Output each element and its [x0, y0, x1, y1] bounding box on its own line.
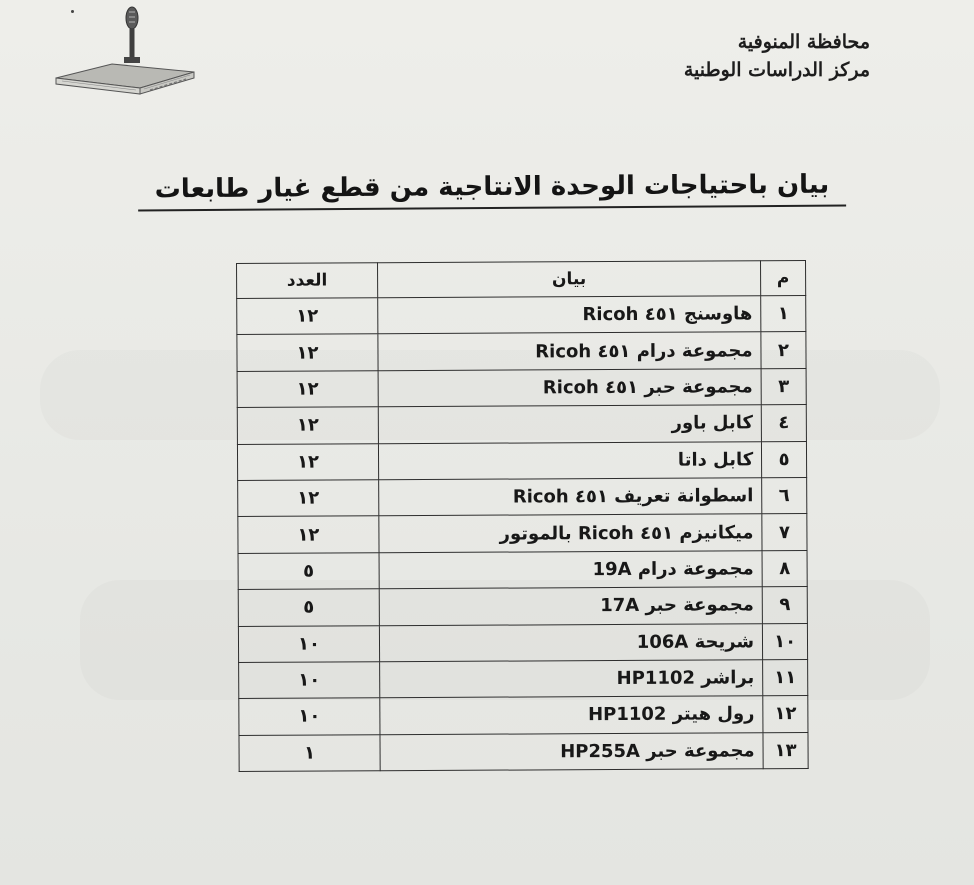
row-description: هاوسنج ٤٥١ Ricoh [378, 296, 761, 334]
row-number: ١ [761, 296, 806, 333]
org-header [684, 28, 870, 84]
governorate-name: محافظة المنوفية [737, 31, 870, 53]
center-logo-icon [52, 2, 198, 102]
row-quantity: ١٢ [237, 371, 378, 408]
row-description: ميكانيزم ٤٥١ Ricoh بالموتور [379, 514, 762, 552]
column-header-num: م [761, 261, 806, 296]
table-row [237, 441, 806, 480]
requirements-table [236, 260, 809, 772]
table-row [238, 514, 807, 553]
row-quantity: ٥ [238, 589, 379, 626]
row-number: ٥ [762, 441, 807, 478]
row-number: ٦ [762, 477, 807, 514]
row-number: ٣ [761, 368, 806, 405]
table-row [238, 623, 807, 662]
row-description: براشر HP1102 [380, 660, 763, 698]
row-quantity: ٥ [238, 552, 379, 589]
table-row [239, 732, 808, 771]
document-title: بيان باحتياجات الوحدة الانتاجية من قطع غيار طابعات [138, 165, 846, 212]
table-row [238, 477, 807, 516]
table-row [239, 659, 808, 698]
row-description: كابل باور [378, 405, 761, 443]
column-header-qty: العدد [237, 263, 378, 299]
row-number: ٢ [761, 332, 806, 369]
table-header-row [237, 261, 806, 299]
row-quantity: ١٠ [239, 662, 380, 699]
row-number: ١٠ [763, 623, 808, 660]
table-row [238, 550, 807, 589]
row-quantity: ١٠ [238, 625, 379, 662]
table-row [237, 405, 806, 444]
row-description: رول هيتر HP1102 [380, 696, 763, 734]
row-quantity: ١٢ [237, 298, 378, 335]
row-description: مجموعة حبر 17A [379, 587, 762, 625]
row-description: مجموعة حبر HP255A [380, 732, 763, 770]
center-name: مركز الدراسات الوطنية [683, 59, 870, 81]
row-number: ٩ [762, 587, 807, 624]
row-number: ١٢ [763, 696, 808, 733]
row-quantity: ١٢ [238, 516, 379, 553]
row-description: مجموعة درام ٤٥١ Ricoh [378, 332, 761, 370]
row-description: مجموعة درام 19A [379, 550, 762, 588]
row-quantity: ١٢ [237, 407, 378, 444]
row-number: ٤ [761, 405, 806, 442]
table-row [237, 296, 806, 335]
row-quantity: ١ [239, 734, 380, 771]
row-description: اسطوانة تعريف ٤٥١ Ricoh [379, 478, 762, 516]
row-number: ٨ [762, 550, 807, 587]
row-number: ١٣ [763, 732, 808, 769]
row-description: كابل داتا [378, 441, 761, 479]
row-number: ١١ [763, 659, 808, 696]
column-header-desc: بيان [377, 261, 760, 298]
table-row [238, 587, 807, 626]
row-number: ٧ [762, 514, 807, 551]
table-row [237, 368, 806, 407]
row-quantity: ١٢ [237, 334, 378, 371]
table-row [239, 696, 808, 735]
row-description: مجموعة حبر ٤٥١ Ricoh [378, 369, 761, 407]
row-description: شريحة 106A [379, 623, 762, 661]
row-quantity: ١٢ [237, 443, 378, 480]
row-quantity: ١٠ [239, 698, 380, 735]
table-row [237, 332, 806, 371]
row-quantity: ١٢ [238, 480, 379, 517]
